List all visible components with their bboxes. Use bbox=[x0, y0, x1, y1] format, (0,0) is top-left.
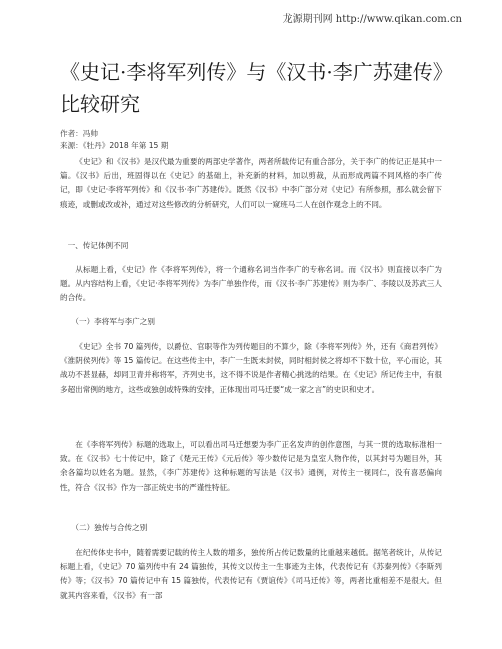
article-title: 《史记·李将军列传》与《汉书·李广苏建传》比较研究 bbox=[60, 60, 453, 116]
subsection2-paragraph: 在纪传体史书中，随着需要记载的传主人数的增多，独传所占传记数量的比重越来越低。据笔者统计，从传记标题上看，《史记》70 篇列传中有 24 篇独传，其传文以传主一生事迹为主体，代表传记有《苏秦列传》《李斯列传》等；《汉书》70 篇传记中有 15 篇独传，代表传记有《贾谊传》《司马迁传》等，两者比重相差不是很大。但就其内容来看，《汉书》有一部 bbox=[60, 548, 442, 600]
subsection-heading-2: （二）独传与合传之别 bbox=[71, 523, 148, 532]
abstract-paragraph: 《史记》和《汉书》是汉代最为重要的两部史学著作，两者所载传记有重合部分，关于李广的传记正是其中一篇。《汉书》后出，班固得以在《史记》的基础上，补充新的材料，加以剪裁，从而形成两篇不同风格的李广传记，即《史记·李将军列传》和《汉书·李广苏建传》。既然《汉书》中李广部分对《史记》有所参照，那么就会留下痕迹，或删或改或补，通过对这些修改的分析研究，人们可以一窥班马二人在创作观念上的不同。 bbox=[60, 157, 442, 209]
section1-paragraph: 从标题上看，《史记》作《李将军列传》，将一个通称名词当作李广的专称名词。而《汉书》则直接以李广为题。从内容结构上看，《史记·李将军列传》为李广单独作传，而《汉书·李广苏建传》则为李广、李陵以及苏武三人的合传。 bbox=[60, 265, 442, 303]
subsection1-paragraph-1: 《史记》全书 70 篇列传，以爵位、官职等作为列传题目的不算少，除《李将军列传》外，还有《商君列传》《淮阴侯列传》等 15 篇传记。在这些传主中，李广一生既未封侯，同时相封侯之将却不下数十位，平心而论，其战功不甚显赫，却同卫青并称将军，齐列史书，这不得不说是作者精心挑选的结果。在《史记》所记传主中，有很多超出常例的地方，这些或独创或特殊的安排，正体现出司马迁要“成一家之言”的史识和史才。 bbox=[60, 342, 442, 394]
subsection-heading-1: （一）李将军与李广之别 bbox=[71, 317, 155, 326]
author-line: 作者：冯帅 bbox=[60, 129, 98, 138]
subsection1-paragraph-2: 在《李将军列传》标题的选取上，可以看出司马迁想要为李广正名发声的创作意图，与其一贯的选取标准相一致。在《汉书》七十传记中，除了《楚元王传》《元后传》等少数传记是为皇室人物作传，以其封号为题目外，其余各篇均以姓名为题。显然，《李广苏建传》这种标题的写法是《汉书》通例，对传主一视同仁，没有喜恶偏向性，符合《汉书》作为一部正统史书的严谨性特征。 bbox=[60, 440, 442, 492]
site-header[interactable]: 龙源期刊网 http://www.qikan.com.cn bbox=[282, 14, 462, 25]
source-line: 来源：《牡丹》2018 年第 15 期 bbox=[60, 141, 169, 150]
section-heading-1: 一、传记体例不同 bbox=[67, 241, 129, 250]
